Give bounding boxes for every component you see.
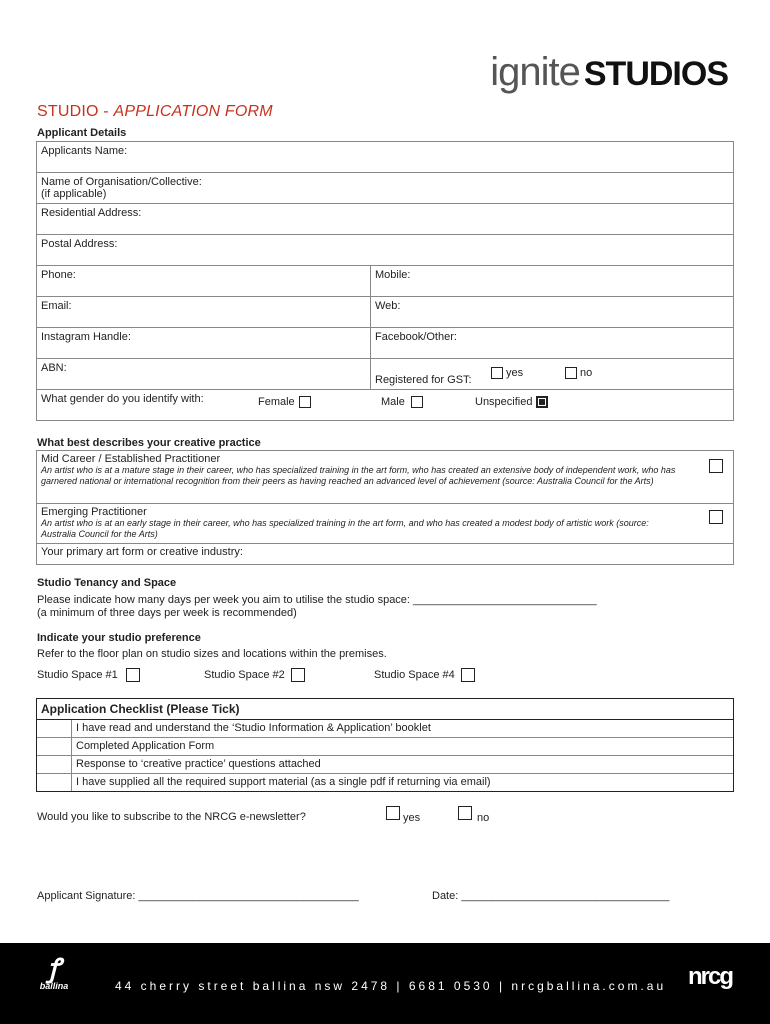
unspecified-checkbox[interactable] (536, 396, 548, 408)
days-question[interactable]: Please indicate how many days per week you aim to utilise the studio space: ______________________________ (37, 594, 597, 606)
date-line[interactable]: Date: __________________________________ (432, 890, 670, 902)
studio-space-4 (374, 668, 475, 682)
email-field[interactable] (37, 297, 371, 328)
gst-yes-checkbox[interactable] (491, 367, 503, 379)
space1-checkbox[interactable] (126, 668, 140, 682)
name-label: Applicants Name: (41, 145, 128, 157)
web-field[interactable] (371, 297, 734, 328)
email-label: Email: (41, 300, 72, 312)
newsletter-no-checkbox[interactable] (458, 806, 472, 820)
emerging-title: Emerging Practitioner (41, 506, 147, 518)
checklist-tick-box[interactable] (37, 720, 72, 737)
checklist-item: Completed Application Form (76, 740, 215, 752)
emerging-desc: An artist who is at an early stage in their career, who has specialized training in the art form, and who has created a modest body of artistic work (source: Australia Council for the Arts) (41, 518, 649, 539)
postal-label: Postal Address: (41, 238, 118, 250)
checklist-row (37, 774, 733, 791)
space2-checkbox[interactable] (291, 668, 305, 682)
checklist-heading: Application Checklist (Please Tick) (37, 699, 733, 720)
space4-checkbox[interactable] (461, 668, 475, 682)
title-main: STUDIO - (37, 103, 114, 120)
female-label: Female (258, 396, 295, 408)
application-checklist (36, 698, 734, 792)
org-label-note: (if applicable) (41, 188, 107, 200)
gst-yes-label: yes (506, 367, 524, 379)
instagram-label: Instagram Handle: (41, 331, 131, 343)
mid-career-desc: An artist who is at a mature stage in their career, who has specialized training in the art form, who has created an extensive body of independent work, who has garnered national or international recognition from their peers as having reached an advanced level of achievement (source: Australia Council for the Arts) (41, 465, 676, 486)
web-label: Web: (375, 300, 401, 312)
ignite-studios-logo (490, 50, 728, 95)
signature-line[interactable]: Applicant Signature: ____________________________________ (37, 890, 359, 902)
title-italic: APPLICATION FORM (113, 103, 273, 120)
ballina-logo (38, 955, 70, 991)
ballina-logo-text: ballina (39, 981, 69, 991)
checklist-tick-box[interactable] (37, 756, 72, 773)
studio-space-1 (37, 668, 140, 682)
gst-no-checkbox[interactable] (565, 367, 577, 379)
mid-career-title: Mid Career / Established Practitioner (41, 453, 221, 465)
org-label: Name of Organisation/Collective: (41, 176, 202, 188)
mid-career-row (37, 451, 733, 504)
preference-heading: Indicate your studio preference (37, 632, 201, 644)
female-checkbox[interactable] (299, 396, 311, 408)
checklist-item: I have read and understand the ‘Studio Information & Application’ booklet (76, 722, 431, 734)
studio-space-2 (204, 668, 305, 682)
space2-label: Studio Space #2 (204, 668, 285, 681)
footer-address: 44 cherry street ballina nsw 2478 | 6681 0530 | nrcgballina.com.au (115, 979, 667, 993)
gst-label: Registered for GST: (375, 374, 472, 386)
checklist-row (37, 738, 733, 756)
facebook-label: Facebook/Other: (375, 331, 457, 343)
applicant-heading: Applicant Details (37, 127, 127, 139)
name-field[interactable] (37, 142, 734, 173)
emerging-row (37, 504, 733, 544)
practice-heading: What best describes your creative practice (37, 437, 261, 449)
abn-field[interactable] (37, 359, 371, 390)
gender-question: What gender do you identify with: (41, 393, 204, 405)
mid-career-checkbox[interactable] (709, 459, 723, 473)
facebook-field[interactable] (371, 328, 734, 359)
mobile-label: Mobile: (375, 269, 411, 281)
male-checkbox[interactable] (411, 396, 423, 408)
primary-art-row[interactable] (37, 544, 733, 564)
abn-label: ABN: (41, 362, 67, 374)
newsletter-yes (386, 806, 421, 824)
gst-cell (371, 359, 734, 390)
phone-label: Phone: (41, 269, 76, 281)
unspecified-label: Unspecified (475, 396, 533, 408)
emerging-checkbox[interactable] (709, 510, 723, 524)
newsletter-yes-checkbox[interactable] (386, 806, 400, 820)
days-note: (a minimum of three days per week is recommended) (37, 607, 297, 619)
applicant-table (36, 141, 734, 421)
newsletter-yes-label: yes (403, 811, 421, 824)
logo-light-text: ignite (490, 50, 580, 94)
male-label: Male (381, 396, 405, 408)
org-field[interactable] (37, 173, 734, 204)
seahorse-icon: ꝭ (47, 953, 61, 983)
newsletter-question: Would you like to subscribe to the NRCG e-newsletter? (37, 811, 306, 823)
newsletter-no (458, 806, 490, 824)
checklist-item: Response to ‘creative practice’ questions attached (76, 758, 321, 770)
checklist-item: I have supplied all the required support material (as a single pdf if returning via email) (76, 776, 491, 788)
space1-label: Studio Space #1 (37, 668, 118, 681)
practice-table (36, 450, 734, 565)
mobile-field[interactable] (371, 266, 734, 297)
newsletter-no-label: no (477, 811, 490, 824)
checklist-row (37, 756, 733, 774)
gst-no-label: no (580, 367, 593, 379)
instagram-field[interactable] (37, 328, 371, 359)
tenancy-heading: Studio Tenancy and Space (37, 577, 177, 589)
primary-art-label: Your primary art form or creative industry: (41, 546, 243, 558)
footer-bar (0, 943, 770, 1024)
page-title (37, 103, 273, 121)
checklist-tick-box[interactable] (37, 774, 72, 791)
gender-row (37, 390, 734, 421)
checklist-tick-box[interactable] (37, 738, 72, 755)
residential-address-field[interactable] (37, 204, 734, 235)
preference-note: Refer to the floor plan on studio sizes and locations within the premises. (37, 648, 387, 660)
logo-bold-text: STUDIOS (583, 55, 728, 93)
phone-field[interactable] (37, 266, 371, 297)
nrcg-logo: nrcg (687, 963, 732, 990)
postal-address-field[interactable] (37, 235, 734, 266)
space4-label: Studio Space #4 (374, 668, 455, 681)
checklist-row (37, 720, 733, 738)
residential-label: Residential Address: (41, 207, 142, 219)
